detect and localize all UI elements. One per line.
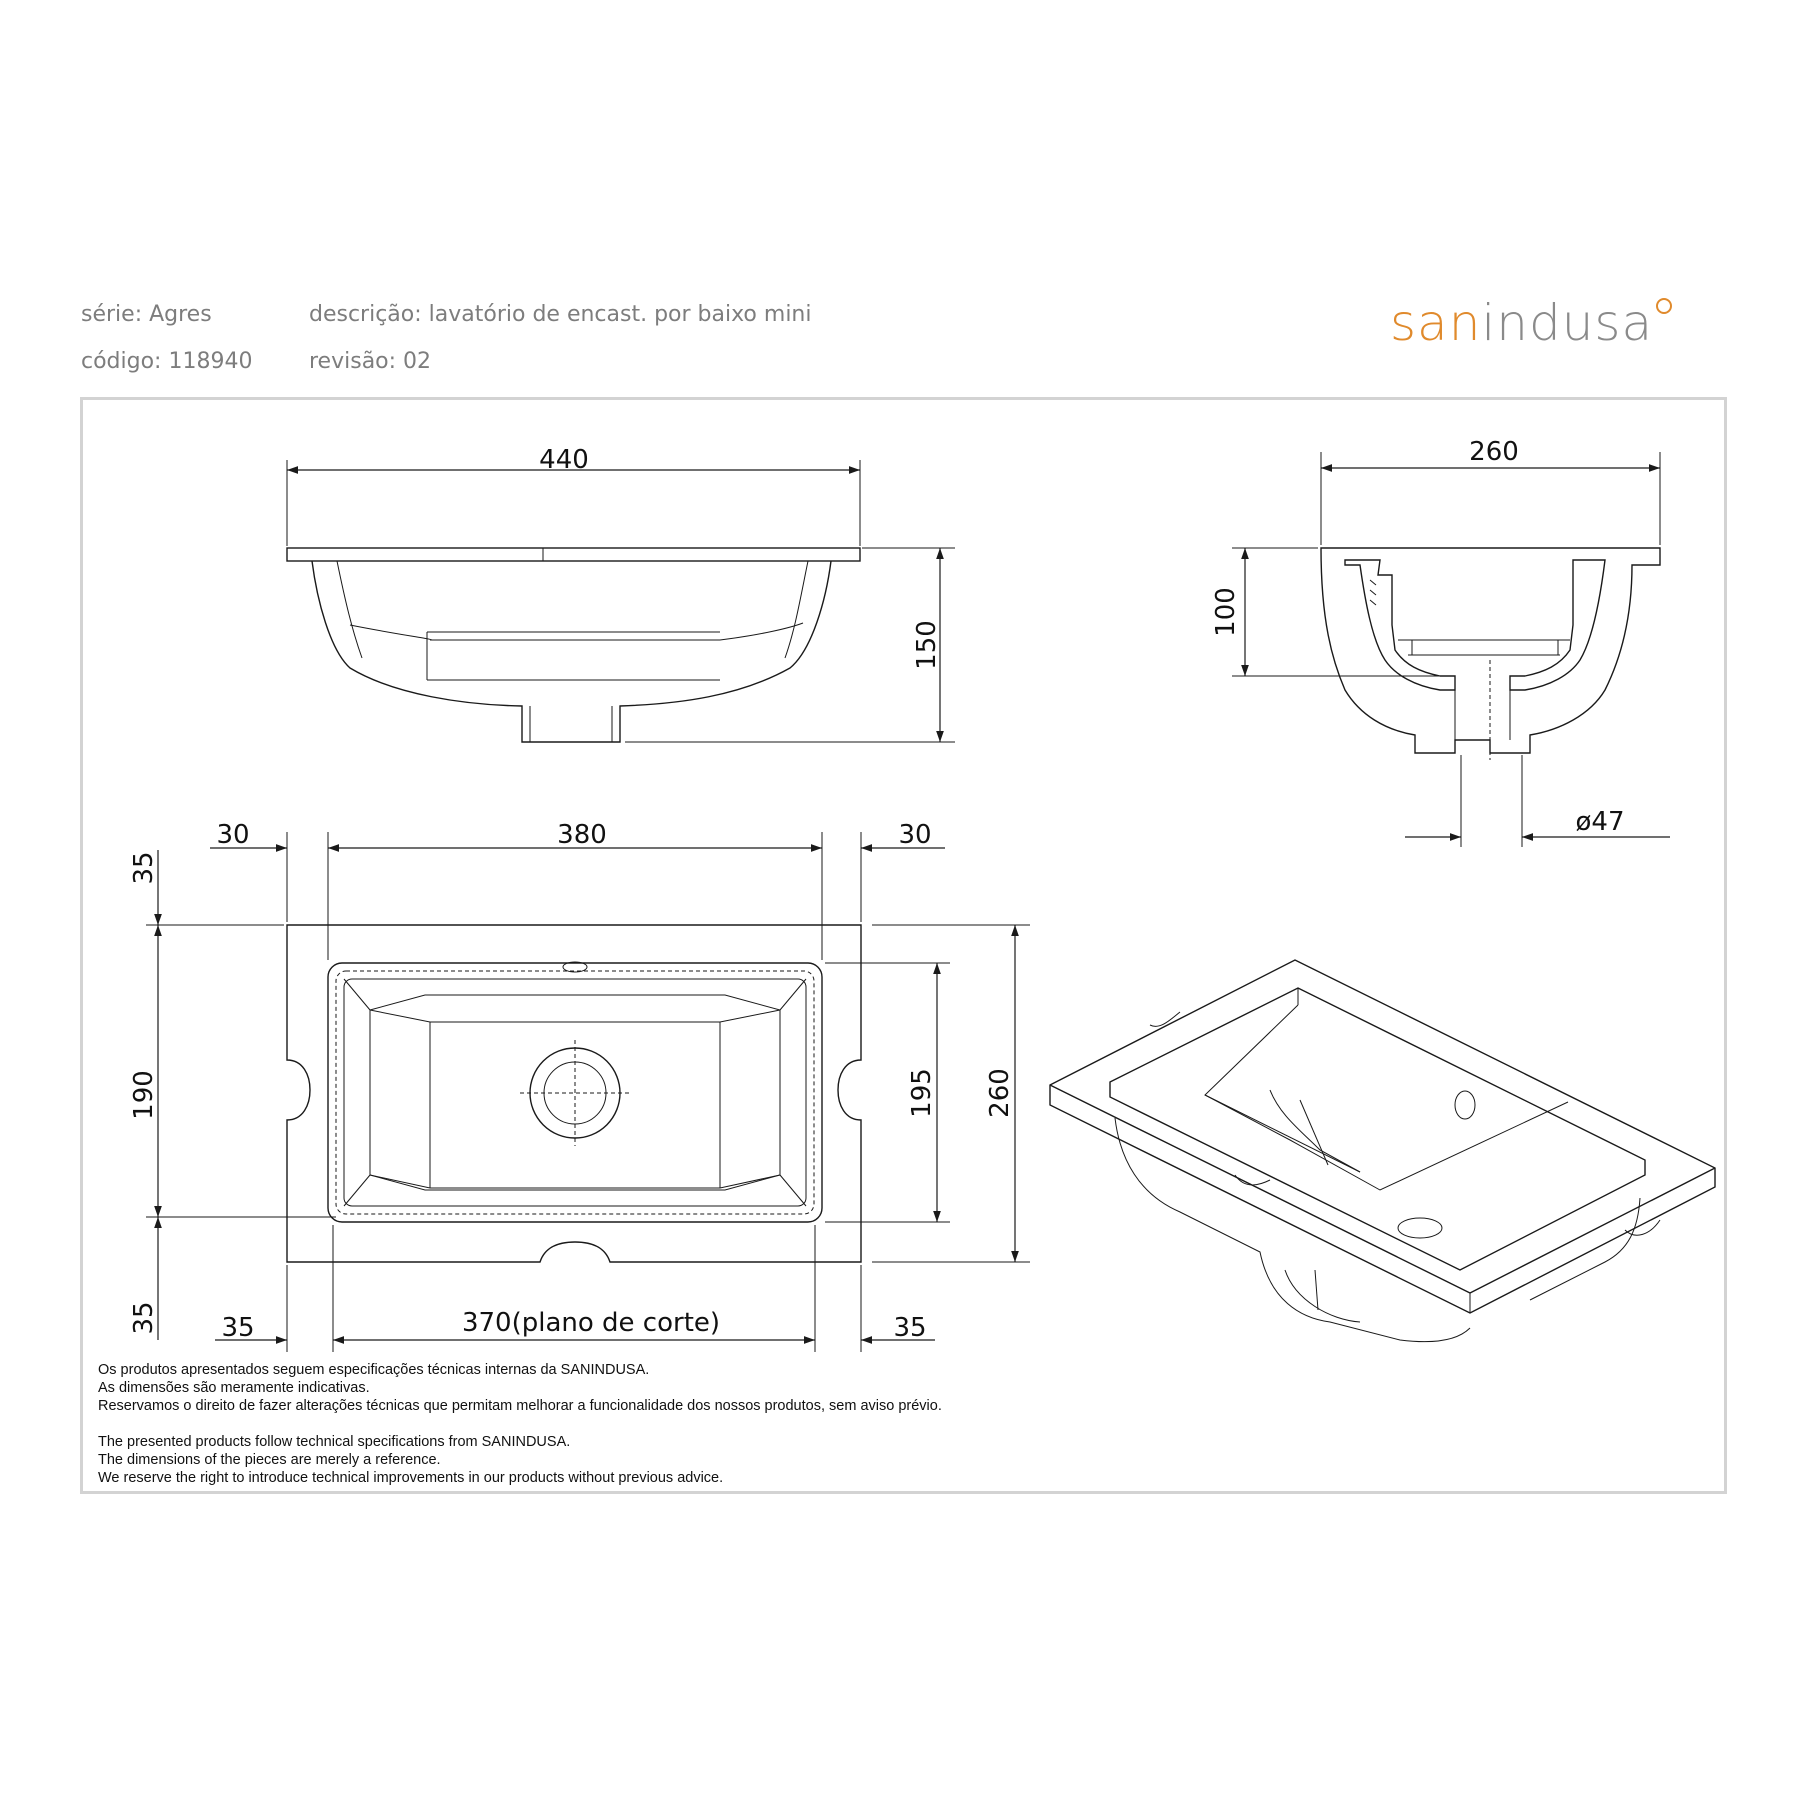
note-pt-3: Reservamos o direito de fazer alterações técnicas que permitam melhorar a funcionalidade dos nossos produtos, sem aviso prévio. [98,1398,942,1414]
side-view [1211,437,1670,847]
note-pt-2: As dimensões são meramente indicativas. [98,1380,370,1396]
logo-text-san: san [1390,294,1482,352]
logo-text-indusa: indusa [1481,294,1654,352]
plan-view [129,820,1030,1352]
note-en-3: We reserve the right to introduce technical improvements in our products without previous advice. [98,1470,724,1486]
code-label: código: 118940 [81,349,253,374]
dim-side-width: 260 [1469,437,1519,467]
isometric-view [1050,960,1715,1342]
note-pt-1: Os produtos apresentados seguem especificações técnicas internas da SANINDUSA. [98,1362,650,1378]
dim-drain-diameter: ø47 [1575,807,1625,837]
description-label: descrição: lavatório de encast. por baixo mini [309,302,812,327]
dim-right-total: 260 [985,1068,1015,1118]
dim-right-inner: 195 [907,1068,937,1118]
dim-left-top: 35 [129,851,159,885]
dim-side-depth: 100 [1211,587,1241,637]
series-label: série: Agres [81,302,212,327]
note-en-2: The dimensions of the pieces are merely a reference. [98,1452,441,1468]
dim-top-left: 30 [216,820,250,850]
dim-top-right: 30 [898,820,932,850]
dim-top-inner: 380 [557,820,607,850]
note-en-1: The presented products follow technical specifications from SANINDUSA. [98,1434,571,1450]
dim-bottom-left: 35 [221,1313,255,1343]
dim-bottom-right: 35 [893,1313,927,1343]
dim-left-bottom: 35 [129,1301,159,1335]
dim-bottom-cut: 370(plano de corte) [461,1308,721,1338]
dim-front-width: 440 [539,445,589,475]
dim-left-inner: 190 [129,1070,159,1120]
front-view [287,445,955,742]
dim-front-height: 150 [912,620,942,670]
revision-label: revisão: 02 [309,349,432,374]
